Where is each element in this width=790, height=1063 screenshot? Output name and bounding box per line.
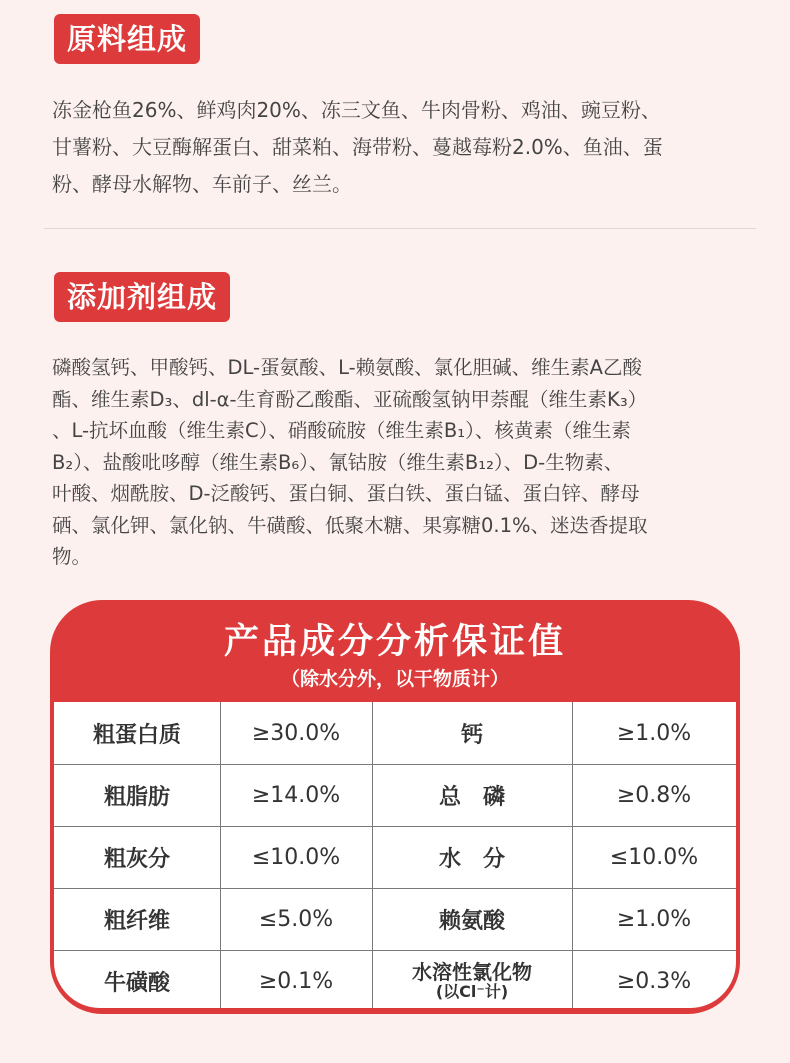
additive-line: B₂）、盐酸吡哆醇（维生素B₆）、氰钴胺（维生素B₁₂）、D-生物素、 bbox=[52, 450, 624, 474]
nutrient-name: 粗蛋白质 bbox=[92, 722, 181, 748]
additive-line: 酯、维生素D₃、dl-α-生育酚乙酸酯、亚硫酸氢钠甲萘醌（维生素K₃） bbox=[52, 387, 648, 411]
nutrient-value: ≤5.0% bbox=[258, 906, 334, 932]
additives-text bbox=[52, 352, 742, 573]
raw-line: 冻金枪鱼26%、鲜鸡肉20%、冻三文鱼、牛肉骨粉、鸡油、豌豆粉、 bbox=[52, 98, 661, 122]
nutrient-value: ≥0.8% bbox=[616, 782, 692, 808]
analysis-table bbox=[54, 702, 736, 1008]
additive-line: 物。 bbox=[52, 545, 92, 568]
table-row bbox=[54, 950, 736, 1008]
column-divider bbox=[220, 702, 221, 1008]
analysis-subtitle: （除水分外，以干物质计） bbox=[280, 668, 509, 690]
section-divider bbox=[44, 228, 756, 229]
nutrient-value: ≥1.0% bbox=[616, 906, 692, 932]
nutrient-value: ≥1.0% bbox=[616, 720, 692, 746]
nutrient-value: ≥0.3% bbox=[616, 968, 692, 994]
column-divider bbox=[572, 702, 573, 1008]
nutrient-name: 粗纤维 bbox=[103, 908, 170, 934]
nutrient-name: 总 磷 bbox=[438, 784, 505, 810]
additives-heading: 添加剂组成 bbox=[54, 272, 230, 322]
nutrient-name: 水 分 bbox=[438, 846, 505, 872]
nutrient-value: ≤10.0% bbox=[251, 844, 341, 870]
nutrient-value: ≥30.0% bbox=[251, 720, 341, 746]
nutrient-value: ≥14.0% bbox=[251, 782, 341, 808]
table-row bbox=[54, 702, 736, 765]
additive-line: 叶酸、烟酰胺、D-泛酸钙、蛋白铜、蛋白铁、蛋白锰、蛋白锌、酵母 bbox=[52, 482, 640, 505]
raw-line: 粉、酵母水解物、车前子、丝兰。 bbox=[52, 172, 352, 196]
analysis-title: 产品成分分析保证值 bbox=[223, 622, 566, 662]
nutrient-name: 水溶性氯化物 bbox=[412, 960, 532, 985]
nutrient-name: 粗脂肪 bbox=[103, 784, 170, 810]
table-row bbox=[54, 764, 736, 827]
additive-line: 、L-抗坏血酸（维生素C）、硝酸硫胺（维生素B₁）、核黄素（维生素 bbox=[52, 419, 631, 442]
table-row bbox=[54, 888, 736, 951]
raw-line: 甘薯粉、大豆酶解蛋白、甜菜粕、海带粉、蔓越莓粉2.0%、鱼油、蛋 bbox=[52, 135, 663, 159]
nutrient-note: (以Cl⁻计) bbox=[435, 982, 509, 1002]
nutrient-value: ≤10.0% bbox=[609, 844, 699, 870]
analysis-card bbox=[50, 600, 740, 1014]
raw-materials-text bbox=[52, 92, 742, 203]
table-row bbox=[54, 826, 736, 889]
raw-materials-heading: 原料组成 bbox=[54, 14, 200, 64]
nutrient-name: 牛磺酸 bbox=[103, 970, 170, 996]
nutrient-value: ≥0.1% bbox=[258, 968, 334, 994]
nutrient-name: 钙 bbox=[460, 722, 483, 748]
nutrient-name: 赖氨酸 bbox=[438, 908, 505, 934]
additive-line: 磷酸氢钙、甲酸钙、DL-蛋氨酸、L-赖氨酸、氯化胆碱、维生素A乙酸 bbox=[52, 356, 642, 379]
nutrient-name: 粗灰分 bbox=[103, 846, 170, 872]
column-divider bbox=[372, 702, 373, 1008]
nutrient-name-multiline bbox=[372, 950, 572, 1008]
additive-line: 硒、氯化钾、氯化钠、牛磺酸、低聚木糖、果寡糖0.1%、迷迭香提取 bbox=[52, 513, 648, 537]
